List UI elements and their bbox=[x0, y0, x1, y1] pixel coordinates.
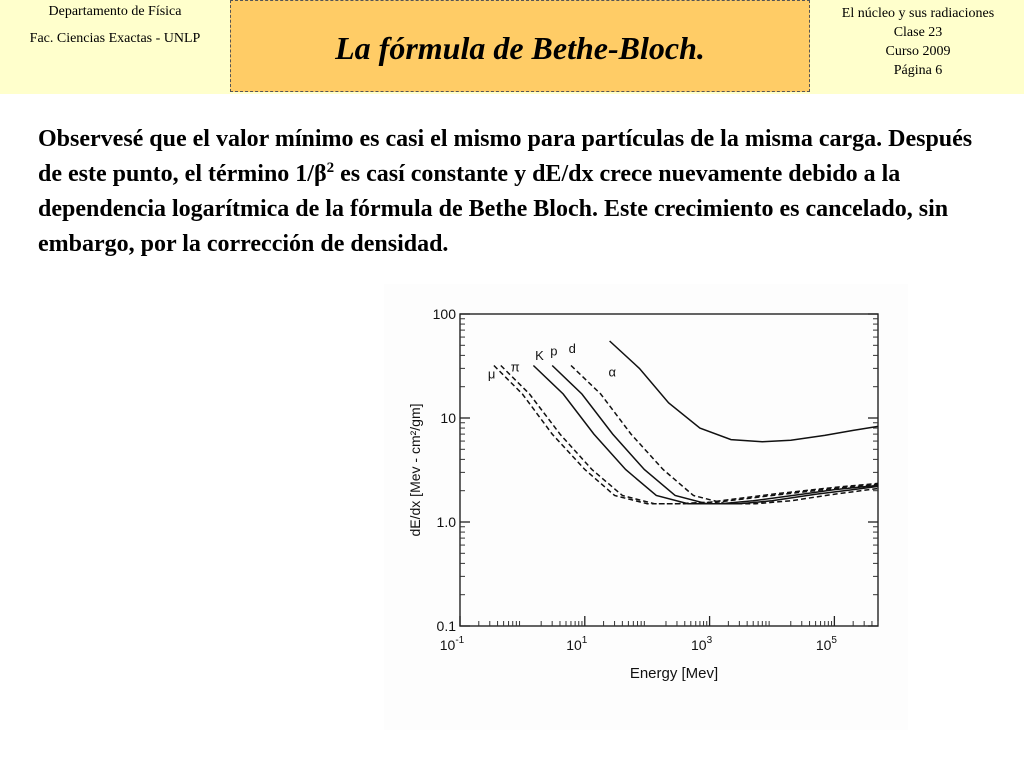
title-box bbox=[230, 0, 810, 92]
x-tick-label: $10^{-1}$ bbox=[439, 635, 465, 653]
x-axis-label: Energy [Mev] bbox=[629, 665, 719, 682]
y-tick-label: 100 bbox=[432, 306, 456, 322]
plot-frame bbox=[460, 314, 878, 626]
course-year: Curso 2009 bbox=[885, 44, 951, 59]
x-tick-label: $10^1$ bbox=[566, 635, 588, 653]
header-left-box bbox=[0, 0, 230, 94]
beta-exponent: 2 bbox=[326, 160, 335, 176]
x-tick-label: $10^5$ bbox=[815, 635, 837, 653]
series-label: α bbox=[608, 364, 617, 380]
course-topic: El núcleo y sus radiaciones bbox=[841, 6, 995, 21]
series-line-μ bbox=[494, 366, 878, 504]
header-right-box bbox=[812, 0, 1024, 94]
body-paragraph bbox=[38, 122, 978, 262]
y-tick-label: 0.1 bbox=[436, 618, 456, 634]
y-axis-label: dE/dx [Mev - cm²/gm] bbox=[407, 403, 423, 537]
series-label: K bbox=[535, 348, 544, 364]
y-tick-label: 1.0 bbox=[436, 514, 456, 530]
chart-svg bbox=[384, 284, 908, 730]
x-tick-label: $10^3$ bbox=[691, 635, 713, 653]
series-line-π bbox=[501, 366, 878, 504]
body-text-part1: Observesé que el valor mínimo es casi el mismo para partículas de la misma carga. Después de este punto, el término 1/β bbox=[38, 126, 973, 187]
faculty-label: Fac. Ciencias Exactas - UNLP bbox=[29, 31, 201, 46]
series-label: d bbox=[568, 341, 576, 357]
slide-header bbox=[0, 0, 1024, 94]
page-number: Página 6 bbox=[893, 63, 943, 78]
class-number: Clase 23 bbox=[893, 25, 943, 40]
slide-title: La fórmula de Bethe-Bloch. bbox=[335, 30, 705, 66]
body-text-part2: es casí constante y dE/dx crece nuevamente debido a la dependencia logarítmica de la fórmula de Bethe Bloch. Este crecimiento es cancelado, sin embargo, por la corrección de densidad. bbox=[38, 161, 949, 257]
series-label: π bbox=[510, 359, 520, 375]
y-tick-label: 10 bbox=[440, 410, 456, 426]
series-label: p bbox=[550, 343, 558, 359]
series-line-α bbox=[610, 341, 878, 442]
bethe-bloch-plot bbox=[384, 284, 908, 730]
series-label: μ bbox=[487, 366, 496, 382]
department-label: Departamento de Física bbox=[48, 4, 182, 19]
